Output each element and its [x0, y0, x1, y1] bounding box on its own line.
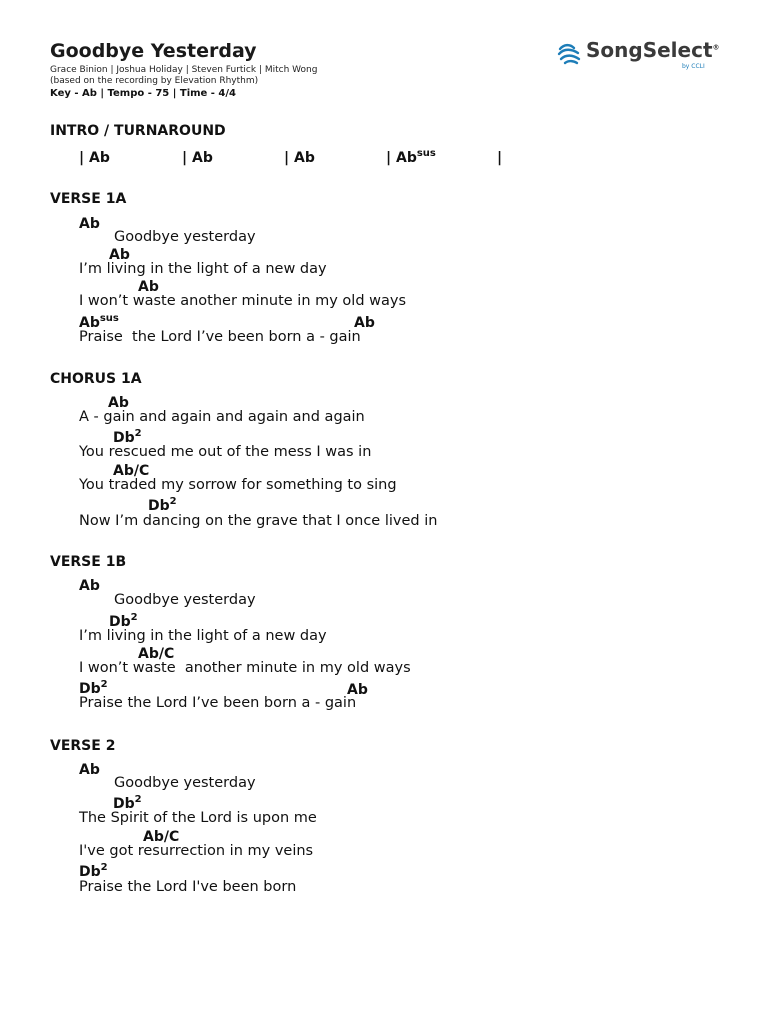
chord: Ab	[79, 578, 100, 594]
recording-note: (based on the recording by Elevation Rhythm)	[50, 76, 259, 86]
section-heading-intro: INTRO / TURNAROUND	[50, 123, 226, 139]
chord: Ab	[138, 279, 159, 295]
chord: Ab	[79, 216, 100, 232]
lyric-line: Now I’m dancing on the grave that I once lived in	[79, 513, 438, 529]
section-heading-verse-2: VERSE 2	[50, 738, 116, 754]
intro-bar-2: | Ab	[182, 150, 213, 166]
lyric-line: I've got resurrection in my veins	[79, 843, 314, 859]
chord: Ab	[108, 395, 129, 411]
songselect-logo	[556, 38, 726, 74]
chord: Ab/C	[138, 646, 175, 662]
chord: $Ab^{sus}$	[79, 313, 119, 331]
chord: Ab/C	[113, 463, 150, 479]
chord: Db$^2$	[148, 496, 177, 514]
lyric-line: The Spirit of the Lord is upon me	[79, 810, 317, 826]
lyric-line: Goodbye yesterday	[114, 775, 256, 791]
chord: Db$^2$	[113, 428, 142, 446]
lyric-line: You rescued me out of the mess I was in	[79, 444, 372, 460]
chord: Ab	[79, 762, 100, 778]
lyric-line: I’m living in the light of a new day	[79, 628, 327, 644]
section-heading-verse-1b: VERSE 1B	[50, 554, 127, 570]
lyric-line: I’m living in the light of a new day	[79, 261, 327, 277]
key-tempo-time: Key - Ab | Tempo - 75 | Time - 4/4	[50, 88, 237, 99]
chord: Db$^2$	[79, 679, 108, 697]
logo-byline: by CCLI	[682, 63, 705, 70]
intro-end-bar: |	[497, 150, 503, 166]
section-heading-chorus-1a: CHORUS 1A	[50, 371, 142, 387]
lyric-line: Praise the Lord I’ve been born a - gain	[79, 695, 357, 711]
lyric-line: Goodbye yesterday	[114, 592, 256, 608]
chord: Ab	[347, 682, 368, 698]
lyric-line: Praise the Lord I’ve been born a - gain	[79, 329, 361, 345]
song-authors: Grace Binion | Joshua Holiday | Steven Furtick | Mitch Wong	[50, 65, 318, 75]
chord: Ab	[109, 247, 130, 263]
chord: Db$^2$	[113, 794, 142, 812]
lyric-line: Goodbye yesterday	[114, 229, 256, 245]
intro-bar-1: | Ab	[79, 150, 110, 166]
lyric-line: A - gain and again and again and again	[79, 409, 365, 425]
songselect-wave-icon	[556, 40, 582, 66]
chord: Db$^2$	[79, 862, 108, 880]
song-title: Goodbye Yesterday	[50, 40, 257, 62]
chord: Db$^2$	[109, 612, 138, 630]
lyric-line: I won’t waste another minute in my old ways	[79, 660, 411, 676]
section-heading-verse-1a: VERSE 1A	[50, 191, 127, 207]
chord: Ab	[354, 315, 375, 331]
intro-bar-3: | Ab	[284, 150, 315, 166]
logo-wordmark: SongSelect®	[586, 38, 720, 62]
lyric-line: Praise the Lord I've been born	[79, 879, 297, 895]
intro-bar-4: | $Ab^{sus}$	[386, 148, 436, 166]
lyric-line: You traded my sorrow for something to sing	[79, 477, 397, 493]
lyric-line: I won’t waste another minute in my old ways	[79, 293, 407, 309]
chord: Ab/C	[143, 829, 180, 845]
